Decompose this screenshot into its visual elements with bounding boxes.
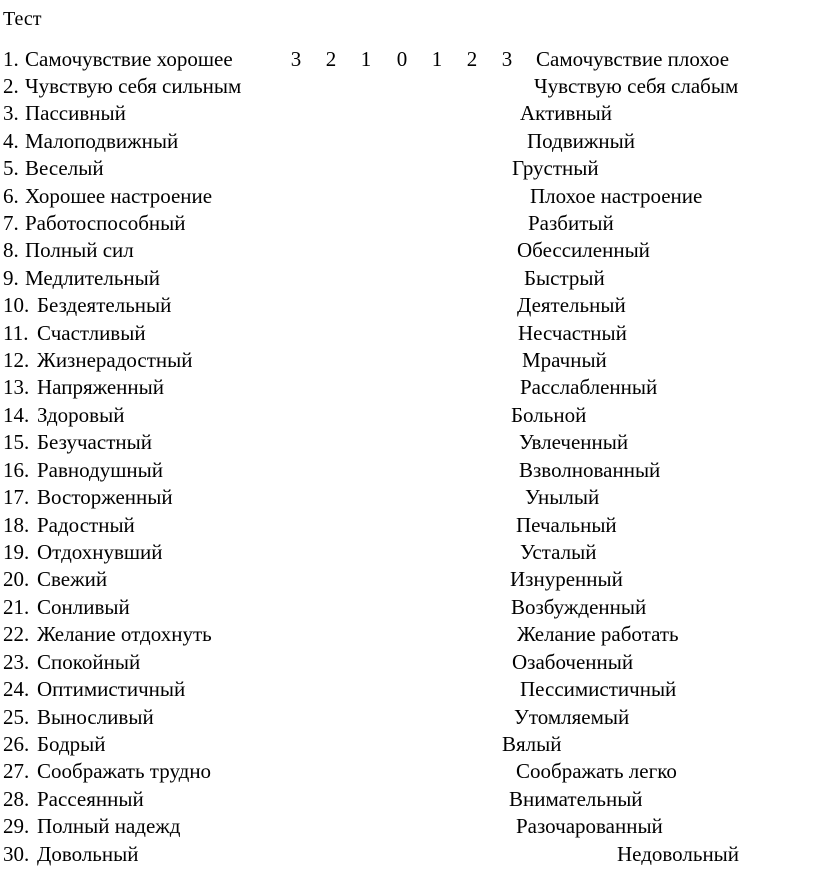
item-left-label: Бездеятельный — [37, 293, 172, 317]
item-right-label: Чувствую себя слабым — [534, 74, 739, 98]
item-right-label: Разбитый — [528, 211, 614, 235]
list-item — [3, 402, 813, 428]
item-number: 10. — [3, 293, 30, 317]
item-right-label: Утомляемый — [514, 705, 630, 729]
item-number: 20. — [3, 567, 30, 591]
item-right-label: Внимательный — [509, 787, 643, 811]
item-number: 2. — [3, 74, 19, 98]
item-number: 29. — [3, 814, 30, 838]
list-item — [3, 183, 813, 209]
item-right-label: Самочувствие плохое — [536, 47, 730, 71]
item-right-label: Обессиленный — [517, 238, 650, 262]
list-item — [3, 265, 813, 291]
item-number: 30. — [3, 842, 30, 866]
item-number: 25. — [3, 705, 30, 729]
item-right-label: Вялый — [502, 732, 562, 756]
item-left-label: Выносливый — [37, 705, 154, 729]
item-right-label: Несчастный — [518, 321, 627, 345]
item-left-label: Бодрый — [37, 732, 106, 756]
item-right-label: Изнуренный — [510, 567, 623, 591]
item-right-label: Грустный — [512, 156, 599, 180]
item-right-label: Возбужденный — [511, 595, 647, 619]
item-left-label: Безучастный — [37, 430, 152, 454]
item-number: 4. — [3, 129, 19, 153]
item-left-label: Хорошее настроение — [25, 184, 213, 208]
page-title: Тест — [3, 8, 42, 30]
item-left-label: Напряженный — [37, 375, 164, 399]
item-number: 3. — [3, 101, 19, 125]
item-right-label: Плохое настроение — [530, 184, 703, 208]
item-number: 6. — [3, 184, 19, 208]
list-item — [3, 813, 813, 839]
item-right-label: Подвижный — [527, 129, 635, 153]
item-number: 19. — [3, 540, 30, 564]
list-item — [3, 320, 813, 346]
item-number: 23. — [3, 650, 30, 674]
item-left-label: Жизнерадостный — [37, 348, 193, 372]
list-item — [3, 374, 813, 400]
item-right-label: Печальный — [516, 513, 617, 537]
item-number: 8. — [3, 238, 19, 262]
list-item — [3, 128, 813, 154]
item-right-label: Больной — [511, 403, 587, 427]
list-item — [3, 73, 813, 99]
item-left-label: Сонливый — [37, 595, 130, 619]
list-item — [3, 100, 813, 126]
item-number: 18. — [3, 513, 30, 537]
item-right-label: Недовольный — [617, 842, 740, 866]
item-right-label: Деятельный — [517, 293, 626, 317]
item-right-label: Пессимистичный — [520, 677, 677, 701]
item-number: 7. — [3, 211, 19, 235]
item-left-label: Медлительный — [25, 266, 160, 290]
item-right-label: Активный — [520, 101, 613, 125]
list-item — [3, 676, 813, 702]
item-number: 9. — [3, 266, 19, 290]
scale-value: 1 — [360, 47, 372, 71]
scale-value: 2 — [325, 47, 337, 71]
list-item — [3, 594, 813, 620]
item-number: 16. — [3, 458, 30, 482]
item-left-label: Полный надежд — [37, 814, 181, 838]
item-left-label: Равнодушный — [37, 458, 163, 482]
item-left-label: Отдохнувший — [37, 540, 163, 564]
item-number: 15. — [3, 430, 30, 454]
list-item — [3, 292, 813, 318]
list-item — [3, 649, 813, 675]
list-item — [3, 539, 813, 565]
item-right-label: Взволнованный — [519, 458, 661, 482]
list-item — [3, 429, 813, 455]
list-item — [3, 484, 813, 510]
item-number: 24. — [3, 677, 30, 701]
scale-value: 3 — [501, 47, 513, 71]
item-left-label: Рассеянный — [37, 787, 144, 811]
scale-value: 1 — [431, 47, 443, 71]
item-left-label: Радостный — [37, 513, 135, 537]
item-left-label: Полный сил — [25, 238, 134, 262]
item-right-label: Мрачный — [522, 348, 607, 372]
list-item — [3, 758, 813, 784]
item-left-label: Самочувствие хорошее — [25, 47, 233, 71]
item-left-label: Спокойный — [37, 650, 141, 674]
item-left-label: Здоровый — [37, 403, 125, 427]
list-item — [3, 704, 813, 730]
item-left-label: Оптимистичный — [37, 677, 186, 701]
list-item — [3, 237, 813, 263]
item-right-label: Разочарованный — [516, 814, 663, 838]
list-item — [3, 841, 813, 867]
item-number: 12. — [3, 348, 30, 372]
item-number: 17. — [3, 485, 30, 509]
item-left-label: Работоспособный — [25, 211, 186, 235]
item-number: 14. — [3, 403, 30, 427]
list-item — [3, 46, 813, 72]
item-number: 1. — [3, 47, 19, 71]
item-left-label: Пассивный — [25, 101, 126, 125]
item-number: 22. — [3, 622, 30, 646]
item-number: 5. — [3, 156, 19, 180]
item-number: 13. — [3, 375, 30, 399]
list-item — [3, 786, 813, 812]
item-number: 27. — [3, 759, 30, 783]
item-number: 11. — [3, 321, 29, 345]
item-left-label: Довольный — [37, 842, 139, 866]
item-number: 28. — [3, 787, 30, 811]
list-item — [3, 731, 813, 757]
scale-value: 2 — [466, 47, 478, 71]
item-left-label: Счастливый — [37, 321, 146, 345]
item-right-label: Желание работать — [517, 622, 679, 646]
item-left-label: Веселый — [25, 156, 104, 180]
scale-value: 3 — [290, 47, 302, 71]
list-item — [3, 621, 813, 647]
item-number: 21. — [3, 595, 30, 619]
item-right-label: Озабоченный — [512, 650, 634, 674]
item-right-label: Быстрый — [524, 266, 605, 290]
item-number: 26. — [3, 732, 30, 756]
list-item — [3, 512, 813, 538]
item-left-label: Желание отдохнуть — [37, 622, 212, 646]
list-item — [3, 457, 813, 483]
item-left-label: Соображать трудно — [37, 759, 212, 783]
item-right-label: Усталый — [520, 540, 597, 564]
list-item — [3, 210, 813, 236]
item-right-label: Унылый — [525, 485, 600, 509]
item-right-label: Увлеченный — [519, 430, 629, 454]
item-left-label: Восторженный — [37, 485, 173, 509]
list-item — [3, 566, 813, 592]
scale-value: 0 — [396, 47, 408, 71]
item-left-label: Чувствую себя сильным — [25, 74, 242, 98]
item-right-label: Расслабленный — [520, 375, 658, 399]
item-left-label: Малоподвижный — [25, 129, 179, 153]
list-item — [3, 347, 813, 373]
item-right-label: Соображать легко — [516, 759, 677, 783]
item-left-label: Свежий — [37, 567, 108, 591]
list-item — [3, 155, 813, 181]
